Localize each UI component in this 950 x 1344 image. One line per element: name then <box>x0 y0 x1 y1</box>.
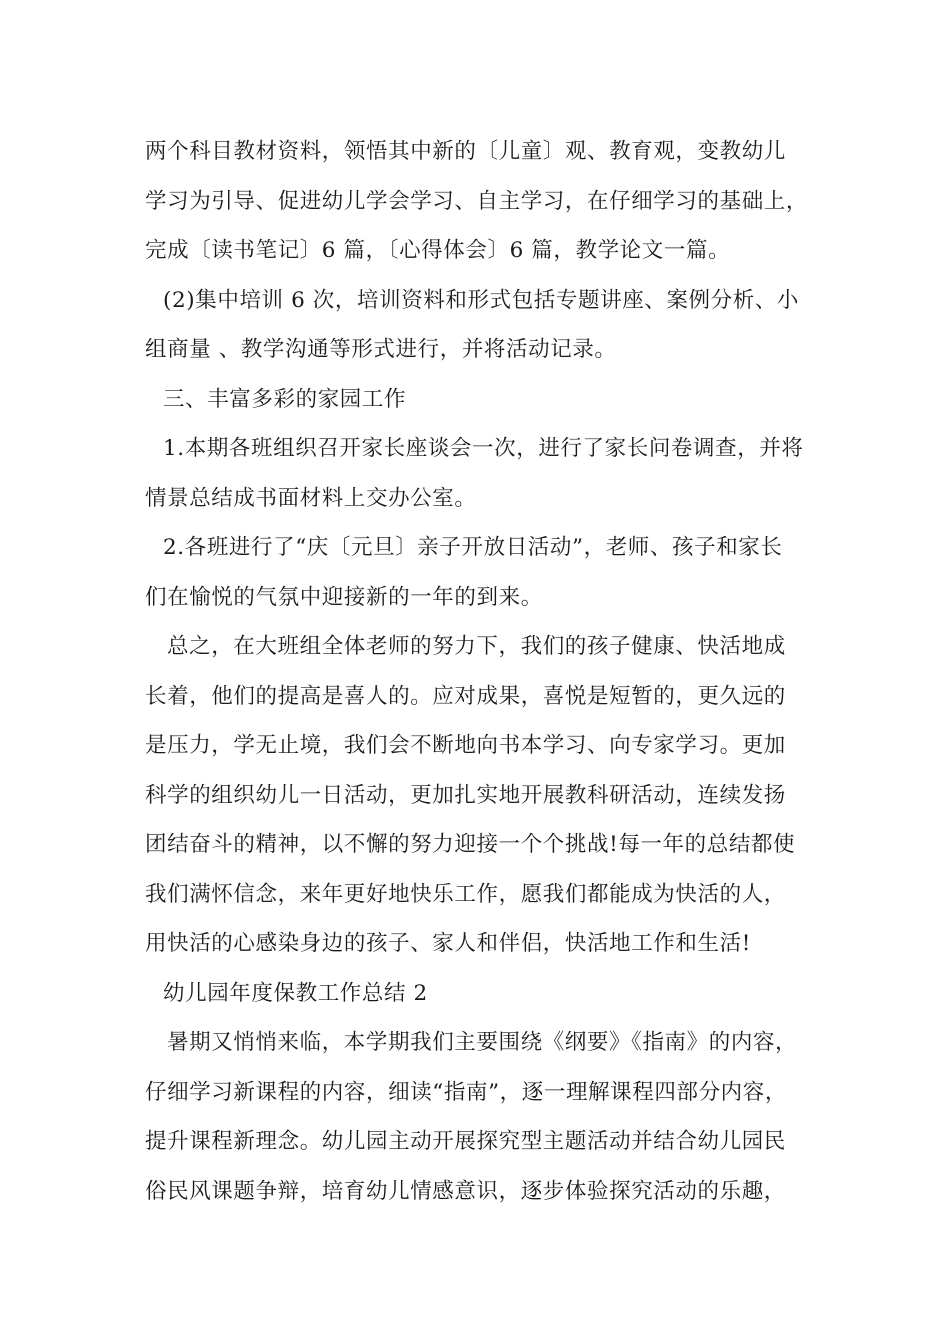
paragraph-line: 我们满怀信念，来年更好地快乐工作，愿我们都能成为快活的人， <box>145 882 786 907</box>
paragraph-line: (2)集中培训 6 次，培训资料和形式包括专题讲座、案例分析、小 <box>163 288 800 313</box>
paragraph-line: 两个科目教材资料，领悟其中新的〔儿童〕观、教育观，变教幼儿 <box>145 139 786 164</box>
paragraph-line: 用快活的心感染身边的孩子、家人和伴侣，快活地工作和生活! <box>145 931 751 956</box>
paragraph-line: 俗民风课题争辩，培育幼儿情感意识，逐步体验探究活动的乐趣， <box>145 1179 786 1204</box>
document-title: 幼儿园年度保教工作总结 2 <box>163 981 428 1006</box>
paragraph-line: 情景总结成书面材料上交办公室。 <box>145 486 477 511</box>
section-heading: 三、丰富多彩的家园工作 <box>163 387 407 412</box>
paragraph-line: 提升课程新理念。幼儿园主动开展探究型主题活动并结合幼儿园民 <box>145 1129 786 1154</box>
paragraph-line: 学习为引导、促进幼儿学会学习、自主学习，在仔细学习的基础上， <box>145 189 809 214</box>
paragraph-line: 仔细学习新课程的内容，细读“指南”，逐一理解课程四部分内容， <box>145 1080 787 1105</box>
paragraph-line: 总之，在大班组全体老师的努力下，我们的孩子健康、快活地成 <box>167 634 786 659</box>
paragraph-line: 2.各班进行了“庆〔元旦〕亲子开放日活动”，老师、孩子和家长 <box>163 535 783 560</box>
paragraph-line: 长着，他们的提高是喜人的。应对成果，喜悦是短暂的，更久远的 <box>145 684 786 709</box>
paragraph-line: 暑期又悄悄来临，本学期我们主要围绕《纲要》《指南》的内容， <box>167 1030 798 1055</box>
paragraph-line: 1.本期各班组织召开家长座谈会一次，进行了家长问卷调查，并将 <box>163 436 804 461</box>
paragraph-line: 科学的组织幼儿一日活动，更加扎实地开展教科研活动，连续发扬 <box>145 783 786 808</box>
paragraph-line: 组商量 、教学沟通等形式进行，并将活动记录。 <box>145 337 617 362</box>
paragraph-line: 完成〔读书笔记〕6 篇，〔心得体会〕6 篇，教学论文一篇。 <box>145 238 731 263</box>
paragraph-line: 们在愉悦的气氛中迎接新的一年的到来。 <box>145 585 543 610</box>
paragraph-line: 是压力，学无止境，我们会不断地向书本学习、向专家学习。更加 <box>145 733 786 758</box>
paragraph-line: 团结奋斗的精神，以不懈的努力迎接一个个挑战!每一年的总结都使 <box>145 832 796 857</box>
